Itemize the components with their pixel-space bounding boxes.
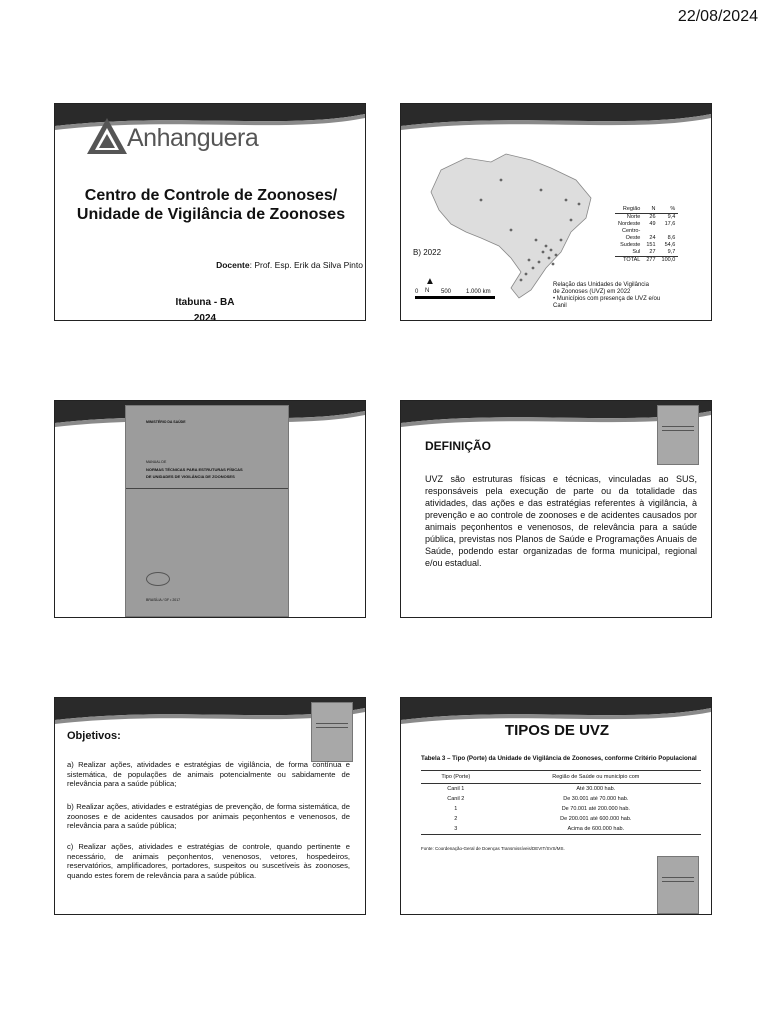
slide-banner xyxy=(401,104,711,138)
slide-6 xyxy=(400,697,712,915)
table-row xyxy=(421,784,701,795)
docente-line xyxy=(216,260,363,270)
table-row xyxy=(615,221,678,228)
table-row xyxy=(615,242,678,249)
table-row xyxy=(421,794,701,804)
table-cell: De 70.001 até 200.000 hab. xyxy=(561,806,630,812)
table-cell: Sul xyxy=(632,249,641,255)
objective-item-b: b) Realizar ações, atividades e estratégias de prevenção, de forma sistemática, de zoonoses e de acidentes causados por animais peçonhentos e venenosos, de relevância para a saúde pública; xyxy=(67,802,350,830)
manual-cover-thumbnail xyxy=(311,702,353,762)
table-row xyxy=(421,824,701,835)
scale-bar xyxy=(415,296,495,299)
table-cell: 8,6 xyxy=(667,235,676,241)
objective-item-a: a) Realizar ações, atividades e estratégias de vigilância, de forma contínua e sistemática, de populações de animais potencialmente ou sabidamente de relevância para a saúde pública; xyxy=(67,760,350,788)
definition-heading: DEFINIÇÃO xyxy=(425,439,491,453)
docente-name: : Prof. Esp. Erik da Silva Pinto xyxy=(249,260,363,270)
slide-5 xyxy=(54,697,366,915)
table-cell: TOTAL xyxy=(623,257,641,263)
scale-zero: 0 xyxy=(415,289,419,295)
table-cell: Sudeste xyxy=(620,242,641,248)
table-cell: 17,6 xyxy=(664,221,676,227)
cover-divider xyxy=(126,488,288,489)
slide-1 xyxy=(54,103,366,321)
table-cell: 49 xyxy=(649,221,656,227)
table-row xyxy=(615,249,678,257)
table-row xyxy=(615,228,678,235)
table-cell: 2 xyxy=(454,816,458,822)
slide-4 xyxy=(400,400,712,618)
map-legend-item: • Municípios com presença de UVZ e/ou Canil xyxy=(553,296,661,309)
table-cell: 3 xyxy=(421,824,491,835)
table-cell xyxy=(643,228,658,235)
table-header: N xyxy=(651,206,656,212)
table-header: Região de Saúde ou município com xyxy=(491,771,701,784)
table-cell: Canil 1 xyxy=(447,786,465,792)
table-cell: Centro- xyxy=(621,228,641,234)
cover-seal xyxy=(146,572,170,586)
table-cell: Nordeste xyxy=(618,221,641,227)
cover-title-line1: NORMAS TÉCNICAS PARA ESTRUTURAS FÍSICAS xyxy=(146,467,243,472)
anhanguera-logo xyxy=(87,118,127,159)
map-legend-title: Relação das Unidades de Vigilância de Zoonoses (UVZ) em 2022 xyxy=(553,282,649,295)
table-cell: 27 xyxy=(649,249,656,255)
brazil-map xyxy=(411,140,611,305)
slide-3 xyxy=(54,400,366,618)
table-row xyxy=(421,804,701,814)
table-cell: 9,4 xyxy=(667,214,676,220)
slide-title: Centro de Controle de Zoonoses/ Unidade de Vigilância de Zoonoses xyxy=(76,187,346,223)
scale-500: 500 xyxy=(441,289,452,295)
table-cell: Até 30.000 hab. xyxy=(576,786,616,792)
table-cell: Acima de 600.000 hab. xyxy=(491,824,701,835)
north-label: N xyxy=(425,288,430,294)
table-cell: 24 xyxy=(649,235,656,241)
table-source: Fonte: Coordenação-Geral de Doenças Transmissíveis/DEVIT/SVS/MS. xyxy=(421,846,565,851)
logo-text: Anhanguera xyxy=(127,124,259,152)
north-arrow-icon: ▲ xyxy=(425,276,435,287)
manual-cover-thumbnail xyxy=(657,856,699,914)
location: Itabuna - BA xyxy=(175,297,235,308)
manual-cover xyxy=(125,405,289,617)
table-cell: Norte xyxy=(626,214,641,220)
scale-1000: 1.000 km xyxy=(466,289,491,295)
region-table xyxy=(615,206,678,264)
table-caption: Tabela 3 – Tipo (Porte) da Unidade de Vigilância de Zoonoses, conforme Critério Populacional xyxy=(421,755,697,762)
table-header: Região xyxy=(622,206,641,212)
table-cell: 26 xyxy=(649,214,656,220)
year: 2024 xyxy=(193,313,217,321)
table-row xyxy=(615,235,678,242)
cover-title-line2: DE UNIDADES DE VIGILÂNCIA DE ZOONOSES xyxy=(146,474,235,479)
slide-2 xyxy=(400,103,712,321)
porte-table xyxy=(421,770,701,835)
cover-manual: MANUAL DE xyxy=(146,460,167,464)
print-date: 22/08/2024 xyxy=(677,8,758,25)
table-row xyxy=(615,214,678,222)
cover-footer: BRASÍLIA / DF • 2017 xyxy=(146,598,181,602)
cover-ministry: MINISTÉRIO DA SAÚDE xyxy=(146,420,186,424)
table-cell: 1 xyxy=(454,806,458,812)
definition-body: UVZ são estruturas físicas e técnicas, vinculadas ao SUS, responsáveis pela execução de parte ou da totalidade das atividades, das ações e das estratégias referentes à vigilância, à prevenção e ao controle de zoonoses e de acidentes causados por animais peçonhentos e venenosos, de relevância para a saúde pública, previstas nos Planos de Saúde e Programações Anuais de Saúde, podendo estar organizadas de forma municipal, regional e/ou estadual. xyxy=(425,474,697,568)
table-cell: De 200.001 até 600.000 hab. xyxy=(560,816,632,822)
table-cell: 54,6 xyxy=(664,242,676,248)
objective-item-c: c) Realizar ações, atividades e estratégias de controle, quando pertinente e necessário, de animais peçonhentos, venenosos, vetores, hospedeiros, reservatórios, amplificadores, portadores, suspeitos ou suscetíveis às zoonoses, quando estes forem de relevância para a saúde pública. xyxy=(67,842,350,880)
table-cell xyxy=(659,228,679,235)
table-row xyxy=(421,814,701,824)
table-header: Tipo (Porte) xyxy=(421,771,491,784)
docente-label: Docente xyxy=(216,260,250,270)
map-label: B) 2022 xyxy=(413,248,442,257)
table-row xyxy=(615,257,678,265)
table-cell: 9,7 xyxy=(667,249,676,255)
objectives-heading: Objetivos: xyxy=(67,730,121,742)
manual-cover-thumbnail xyxy=(657,405,699,465)
table-cell: 151 xyxy=(646,242,656,248)
table-cell: 277 xyxy=(646,257,656,263)
table-cell: 100,0 xyxy=(661,257,676,263)
table-cell: De 30.001 até 70.000 hab. xyxy=(563,796,629,802)
table-header: % xyxy=(670,206,676,212)
types-heading: TIPOS DE UVZ xyxy=(504,722,610,739)
table-cell: Oeste xyxy=(625,235,641,241)
table-cell: Canil 2 xyxy=(447,796,465,802)
